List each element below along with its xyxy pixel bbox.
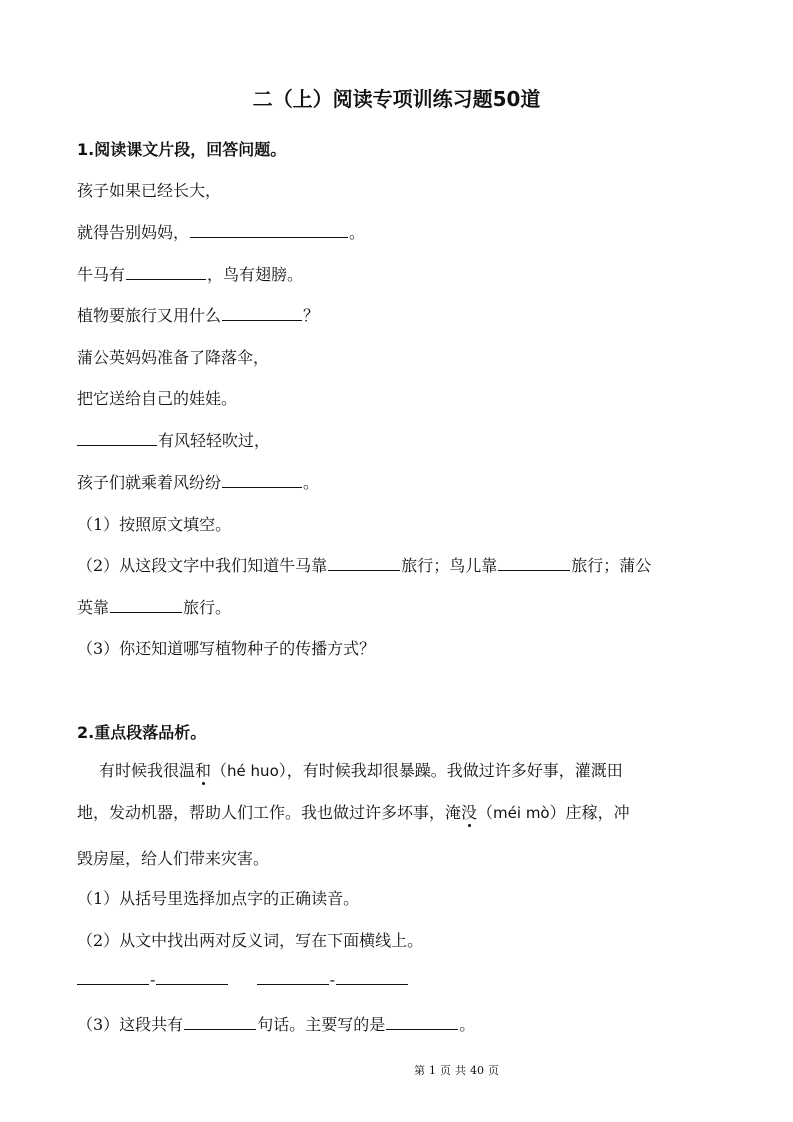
q2-sub-question-1: （1）从括号里选择加点字的正确读音。	[77, 889, 360, 908]
dotted-character: 没	[461, 803, 478, 822]
answer-blank[interactable]	[328, 556, 400, 571]
poem-line-1: 孩子如果已经长大，	[77, 181, 222, 200]
answer-blank[interactable]	[110, 598, 182, 613]
poem-line-8: 孩子们就乘着风纷纷 。	[77, 473, 320, 492]
page-number: 1	[429, 1064, 436, 1077]
answer-blank[interactable]	[222, 306, 302, 321]
answer-blank[interactable]	[156, 970, 228, 985]
dotted-character: 和	[195, 761, 212, 780]
answer-blank[interactable]	[184, 1015, 256, 1030]
page-footer: 第 1 页 共 40 页	[414, 1064, 499, 1077]
answer-blank[interactable]	[77, 970, 149, 985]
poem-line-3: 牛马有 ，鸟有翅膀。	[77, 265, 304, 284]
question-2-heading: 2.重点段落品析。	[77, 723, 207, 742]
poem-line-5: 蒲公英妈妈准备了降落伞，	[77, 348, 270, 367]
sub-question-2-cont: 英靠 旅行。	[77, 598, 232, 617]
passage-line-1: 有时候我很温和（hé huo），有时候我却很暴躁。我做过许多好事，灌溉田	[99, 761, 623, 780]
sub-question-1: （1）按照原文填空。	[77, 515, 232, 534]
q2-sub-question-3: （3）这段共有 句话。主要写的是 。	[77, 1015, 476, 1034]
poem-line-6: 把它送给自己的娃娃。	[77, 389, 238, 408]
pinyin-options: méi mò	[493, 804, 550, 822]
poem-line-7: 有风轻轻吹过，	[77, 428, 270, 451]
answer-blank[interactable]	[498, 556, 570, 571]
pinyin-options: hé huo	[227, 762, 279, 780]
answer-blank[interactable]	[336, 970, 408, 985]
answer-blank[interactable]	[222, 473, 302, 488]
answer-blank[interactable]	[77, 431, 157, 446]
answer-blank[interactable]	[126, 265, 206, 280]
poem-line-2: 就得告别妈妈， 。	[77, 223, 366, 242]
sub-question-3: （3）你还知道哪写植物种子的传播方式？	[77, 639, 376, 658]
total-pages: 40	[470, 1064, 484, 1077]
answer-blank[interactable]	[257, 970, 329, 985]
passage-line-2: 地，发动机器，帮助人们工作。我也做过许多坏事，淹没（méi mò）庄稼，冲	[77, 803, 630, 822]
sub-question-2: （2）从这段文字中我们知道牛马靠 旅行；鸟儿靠 旅行；蒲公	[77, 556, 652, 575]
question-1-heading: 1.阅读课文片段，回答问题。	[77, 140, 287, 159]
page-title: 二（上）阅读专项训练习题50道	[252, 87, 541, 111]
passage-line-3: 毁房屋，给人们带来灾害。	[77, 849, 270, 868]
q2-sub-question-2: （2）从文中找出两对反义词，写在下面横线上。	[77, 931, 424, 950]
answer-blank[interactable]	[386, 1015, 458, 1030]
antonym-blanks: - -	[77, 970, 409, 989]
poem-line-4: 植物要旅行又用什么 ？	[77, 306, 320, 325]
answer-blank[interactable]	[190, 223, 348, 238]
